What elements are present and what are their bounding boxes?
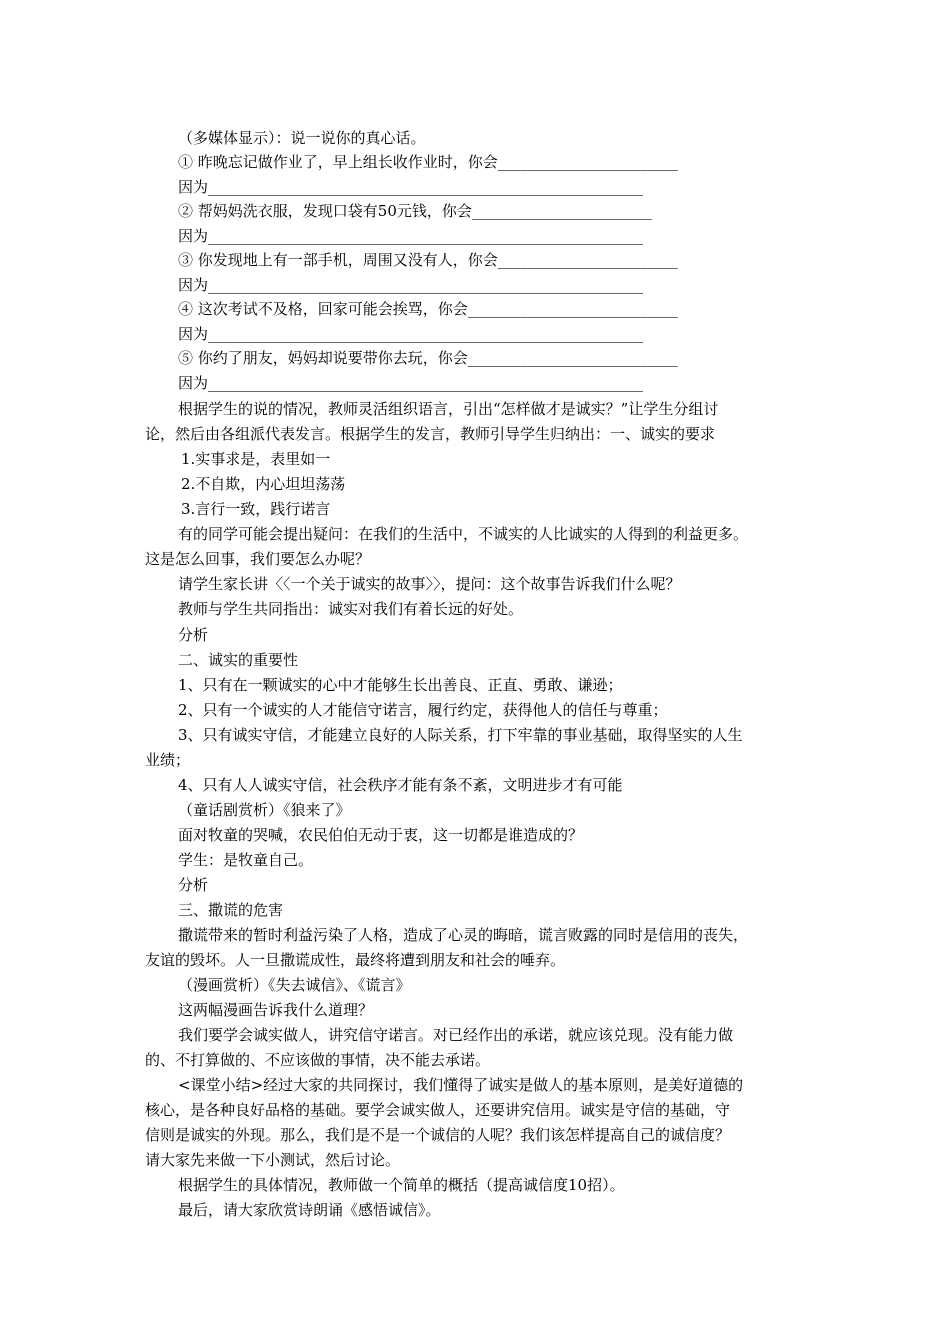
text-line: 核心，是各种良好品格的基础。要学会诚实做人，还要讲究信用。诚实是守信的基础，守 [145,1101,731,1119]
text-line: 的、不打算做的、不应该做的事情，决不能去承诺。 [145,1051,491,1069]
text-line: 有的同学可能会提出疑问：在我们的生活中，不诚实的人比诚实的人得到的利益更多。 [178,525,749,543]
text-line: 这是怎么回事，我们要怎么办呢？ [145,550,371,568]
text-line: ③ 你发现地上有一部手机，周围又没有人，你会________________________ [178,251,678,269]
list-item: 3、只有诚实守信，才能建立良好的人际关系，打下牢靠的事业基础，取得坚实的人生 [178,726,743,744]
text-line: 最后，请大家欣赏诗朗诵《感悟诚信》。 [178,1201,441,1219]
section-heading: 三、撒谎的危害 [178,901,284,919]
text-line: 论，然后由各组派代表发言。根据学生的发言，教师引导学生归纳出：一、诚实的要求 [145,425,716,443]
text-line: 分析 [178,626,209,644]
text-line: ② 帮妈妈洗衣服，发现口袋有50元钱，你会________________________ [178,202,652,220]
text-line: 分析 [178,876,209,894]
text-line: 请大家先来做一下小测试，然后讨论。 [145,1151,401,1169]
text-line: 信则是诚实的外现。那么，我们是不是一个诚信的人呢？我们该怎样提高自己的诚信度？ [145,1126,731,1144]
list-item: 1.实事求是，表里如一 [181,450,331,468]
text-line: ① 昨晚忘记做作业了，早上组长收作业时，你会________________________ [178,153,678,171]
text-line: <课堂小结>经过大家的共同探讨，我们懂得了诚实是做人的基本原则，是美好道德的 [178,1076,744,1094]
list-item: 3.言行一致，践行诺言 [181,500,331,518]
text-line: 业绩； [145,751,191,769]
text-line: 根据学生的说的情况，教师灵活组织语言，引出“怎样做才是诚实？”让学生分组讨 [178,400,719,418]
text-line: 因为__________________________________________________________ [178,325,644,343]
text-line: 我们要学会诚实做人，讲究信守诺言。对已经作出的承诺，就应该兑现。没有能力做 [178,1026,734,1044]
text-line: 因为__________________________________________________________ [178,374,644,392]
text-line: 根据学生的具体情况，教师做一个简单的概括（提高诚信度10招）。 [178,1176,625,1194]
text-line: 请学生家长讲〈〈一个关于诚实的故事〉〉，提问：这个故事告诉我们什么呢？ [178,575,681,593]
text-line: 友谊的毁坏。人一旦撒谎成性，最终将遭到朋友和社会的唾弃。 [145,951,566,969]
text-line: ④ 这次考试不及格，回家可能会挨骂，你会____________________________ [178,300,678,318]
text-line: 因为__________________________________________________________ [178,178,644,196]
text-line: 面对牧童的哭喊，农民伯伯无动于衷，这一切都是谁造成的？ [178,826,584,844]
text-line: 这两幅漫画告诉我什么道理？ [178,1001,374,1019]
list-item: 4、只有人人诚实守信，社会秩序才能有条不紊，文明进步才有可能 [178,776,623,794]
text-line: （漫画赏析）《失去诚信》、《谎言》 [178,976,411,994]
text-line: ⑤ 你约了朋友，妈妈却说要带你去玩，你会____________________________ [178,349,678,367]
text-line: 因为__________________________________________________________ [178,227,644,245]
section-heading: 二、诚实的重要性 [178,651,299,669]
text-line: 学生：是牧童自己。 [178,851,314,869]
list-item: 2.不自欺，内心坦坦荡荡 [181,475,346,493]
text-line: 撒谎带来的暂时利益污染了人格，造成了心灵的晦暗，谎言败露的同时是信用的丧失， [178,926,749,944]
list-item: 2、只有一个诚实的人才能信守诺言，履行约定，获得他人的信任与尊重； [178,701,668,719]
list-item: 1、只有在一颗诚实的心中才能够生长出善良、正直、勇敢、谦逊； [178,676,623,694]
text-line: （多媒体显示）：说一说你的真心话。 [178,129,426,147]
text-line: 教师与学生共同指出：诚实对我们有着长远的好处。 [178,600,524,618]
text-line: （童话剧赏析）《狼来了》 [178,801,351,819]
text-line: 因为__________________________________________________________ [178,276,644,294]
